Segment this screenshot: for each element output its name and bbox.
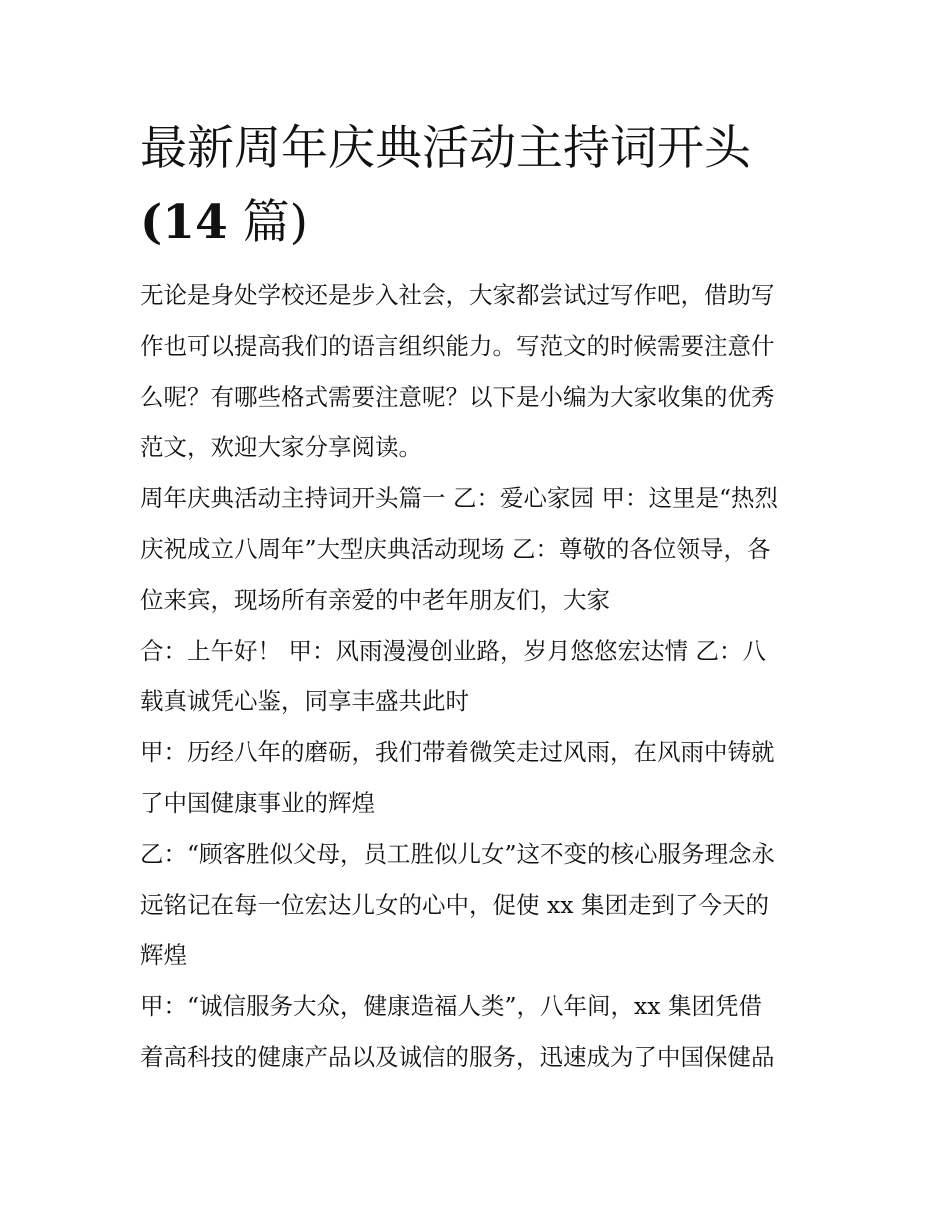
body-line: 甲：“诚信服务大众，健康造福人类”，八年间，xx 集团凭借 <box>140 992 763 1021</box>
body-line: 周年庆典活动主持词开头篇一 乙：爱心家园 甲：这里是“热烈 <box>140 484 778 513</box>
body-line: 乙：“顾客胜似父母，员工胜似儿女”这不变的核心服务理念永 <box>140 839 776 868</box>
body-line: 载真诚凭心鉴，同享丰盛共此时 <box>140 687 469 716</box>
body-line: 合：上午好！ 甲：风雨漫漫创业路，岁月悠悠宏达情 乙：八 <box>140 636 766 665</box>
body-line: 着高科技的健康产品以及诚信的服务，迅速成为了中国保健品 <box>140 1042 775 1071</box>
document-title <box>140 112 812 260</box>
body-line: 甲：历经八年的磨砺，我们带着微笑走过风雨，在风雨中铸就 <box>140 738 775 767</box>
title-line-1: 最新周年庆典活动主持词开头 <box>140 121 751 176</box>
document-body <box>140 270 812 1083</box>
body-line: 作也可以提高我们的语言组织能力。写范文的时候需要注意什 <box>140 331 775 360</box>
body-line: 辉煌 <box>140 941 187 970</box>
body-line: 么呢？有哪些格式需要注意呢？以下是小编为大家收集的优秀 <box>140 382 775 411</box>
title-line-2 <box>140 186 812 260</box>
body-line: 远铭记在每一位宏达儿女的心中，促使 xx 集团走到了今天的 <box>140 890 769 919</box>
title-count-suffix: 篇) <box>227 195 308 250</box>
title-count: (14 <box>140 195 228 250</box>
body-line: 庆祝成立八周年”大型庆典活动现场 乙：尊敬的各位领导，各 <box>140 534 771 563</box>
body-line: 位来宾，现场所有亲爱的中老年朋友们，大家 <box>140 585 610 614</box>
document-content <box>140 112 812 1083</box>
body-line: 范文，欢迎大家分享阅读。 <box>140 433 422 462</box>
body-line: 了中国健康事业的辉煌 <box>140 788 375 817</box>
body-line: 无论是身处学校还是步入社会，大家都尝试过写作吧，借助写 <box>140 281 775 309</box>
